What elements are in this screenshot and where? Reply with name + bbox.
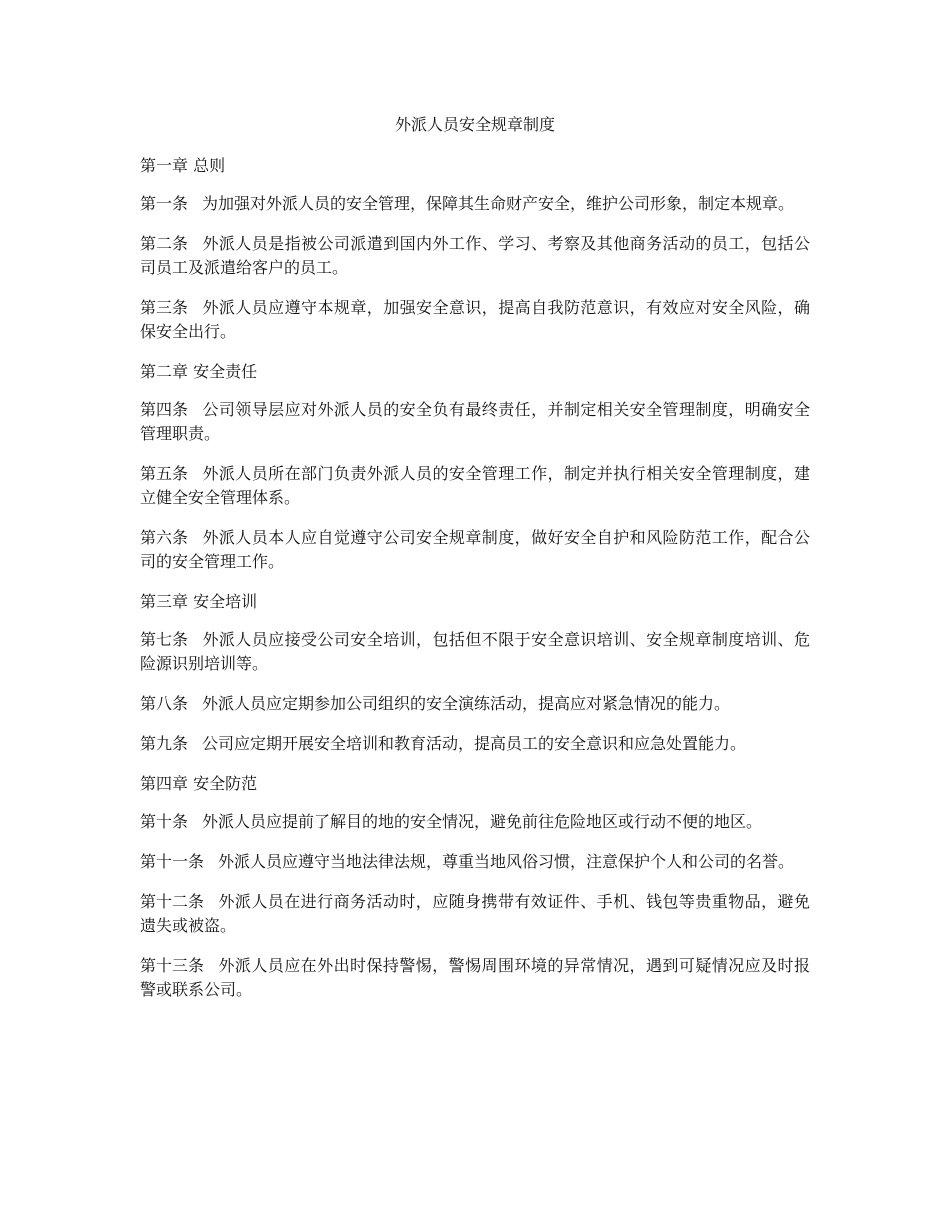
article-paragraph — [140, 850, 810, 874]
article-number: 第一条 — [140, 194, 189, 213]
article-paragraph — [140, 232, 810, 280]
article-paragraph — [140, 398, 810, 446]
chapter-heading: 第三章 安全培训 — [140, 592, 258, 611]
chapter-heading: 第四章 安全防范 — [140, 774, 258, 793]
article-number: 第四条 — [140, 400, 189, 419]
article-number: 第二条 — [140, 234, 189, 253]
article-paragraph — [140, 732, 810, 756]
article-number: 第五条 — [140, 464, 189, 483]
article-paragraph — [140, 890, 810, 938]
article-paragraph — [140, 526, 810, 574]
article-number: 第六条 — [140, 528, 189, 547]
article-text: 外派人员是指被公司派遣到国内外工作、学习、考察及其他商务活动的员工，包括公司员工及派遣给客户的员工。 — [140, 234, 810, 277]
article-number: 第十二条 — [140, 892, 205, 911]
article-number: 第七条 — [140, 630, 189, 649]
article-text: 外派人员应定期参加公司组织的安全演练活动，提高应对紧急情况的能力。 — [202, 694, 731, 713]
article-number: 第十一条 — [140, 852, 205, 871]
article-text: 外派人员所在部门负责外派人员的安全管理工作，制定并执行相关安全管理制度，建立健全安全管理体系。 — [140, 464, 810, 507]
article-paragraph — [140, 296, 810, 344]
article-text: 外派人员应遵守本规章，加强安全意识，提高自我防范意识，有效应对安全风险，确保安全出行。 — [140, 298, 810, 341]
article-text: 外派人员应提前了解目的地的安全情况，避免前往危险地区或行动不便的地区。 — [202, 812, 763, 831]
article-text: 公司应定期开展安全培训和教育活动，提高员工的安全意识和应急处置能力。 — [202, 734, 747, 753]
chapter-heading: 第二章 安全责任 — [140, 362, 258, 381]
document-title: 外派人员安全规章制度 — [394, 115, 555, 134]
article-number: 第三条 — [140, 298, 189, 317]
document-body — [140, 154, 810, 1018]
article-text: 为加强对外派人员的安全管理，保障其生命财产安全，维护公司形象，制定本规章。 — [202, 194, 795, 213]
article-paragraph — [140, 954, 810, 1002]
article-paragraph — [140, 692, 810, 716]
article-text: 外派人员应遵守当地法律法规，尊重当地风俗习惯，注意保护个人和公司的名誉。 — [218, 852, 795, 871]
article-number: 第十三条 — [140, 956, 205, 975]
article-number: 第九条 — [140, 734, 189, 753]
article-text: 外派人员本人应自觉遵守公司安全规章制度，做好安全自护和风险防范工作，配合公司的安全管理工作。 — [140, 528, 810, 571]
article-text: 公司领导层应对外派人员的安全负有最终责任，并制定相关安全管理制度，明确安全管理职责。 — [140, 400, 810, 443]
article-text: 外派人员应接受公司安全培训，包括但不限于安全意识培训、安全规章制度培训、危险源识别培训等。 — [140, 630, 810, 673]
article-number: 第八条 — [140, 694, 189, 713]
article-text: 外派人员在进行商务活动时，应随身携带有效证件、手机、钱包等贵重物品，避免遗失或被盗。 — [140, 892, 810, 935]
chapter-heading: 第一章 总则 — [140, 156, 226, 175]
article-paragraph — [140, 192, 810, 216]
article-paragraph — [140, 810, 810, 834]
article-text: 外派人员应在外出时保持警惕，警惕周围环境的异常情况，遇到可疑情况应及时报警或联系公司。 — [140, 956, 810, 999]
article-number: 第十条 — [140, 812, 189, 831]
article-paragraph — [140, 462, 810, 510]
article-paragraph — [140, 628, 810, 676]
